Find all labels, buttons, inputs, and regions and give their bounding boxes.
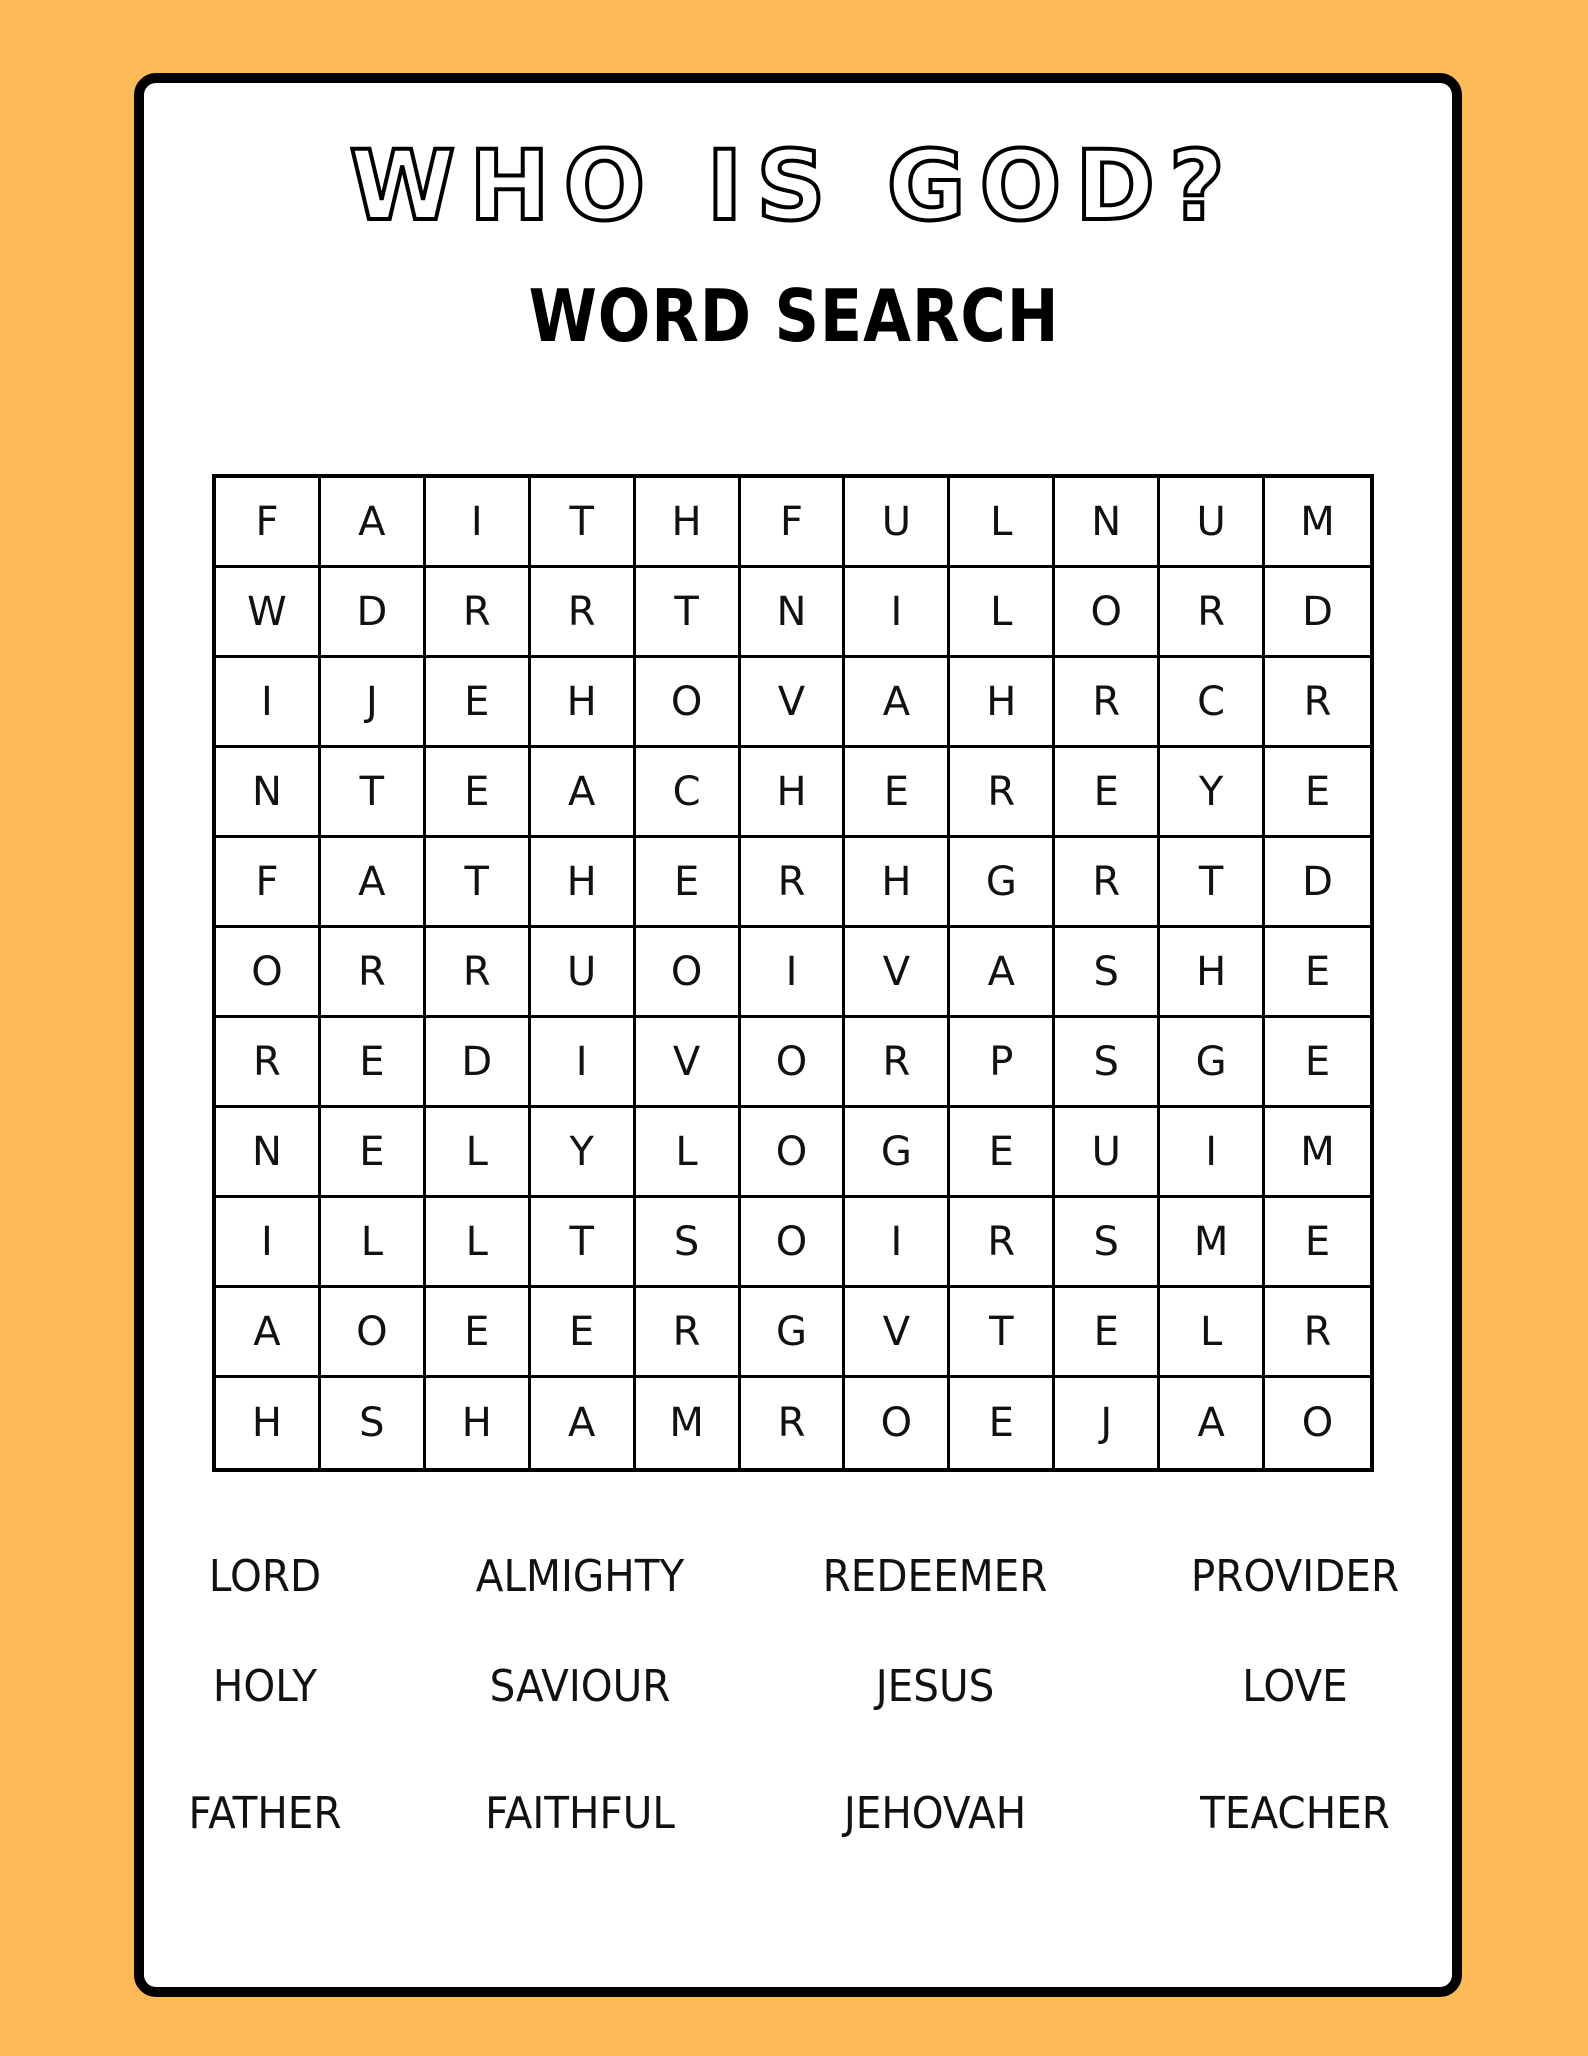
grid-cell[interactable]: A bbox=[321, 838, 426, 928]
grid-cell[interactable]: R bbox=[636, 1288, 741, 1378]
grid-cell[interactable]: D bbox=[321, 568, 426, 658]
grid-cell[interactable]: M bbox=[1265, 1108, 1370, 1198]
grid-cell[interactable]: O bbox=[741, 1108, 846, 1198]
grid-cell[interactable]: R bbox=[950, 1198, 1055, 1288]
grid-cell[interactable]: I bbox=[216, 1198, 321, 1288]
grid-cell[interactable]: T bbox=[636, 568, 741, 658]
grid-cell[interactable]: N bbox=[216, 1108, 321, 1198]
grid-cell[interactable]: E bbox=[426, 748, 531, 838]
word-list-item: ALMIGHTY bbox=[475, 1551, 685, 1602]
grid-cell[interactable]: A bbox=[845, 658, 950, 748]
grid-cell[interactable]: U bbox=[531, 928, 636, 1018]
word-list-item: TEACHER bbox=[1200, 1788, 1390, 1839]
grid-cell[interactable]: A bbox=[531, 748, 636, 838]
grid-cell[interactable]: L bbox=[321, 1198, 426, 1288]
grid-cell[interactable]: U bbox=[845, 478, 950, 568]
word-list-item: FAITHFUL bbox=[485, 1788, 675, 1839]
word-list-item: PROVIDER bbox=[1190, 1551, 1400, 1602]
grid-cell[interactable]: N bbox=[741, 568, 846, 658]
grid-cell[interactable]: R bbox=[321, 928, 426, 1018]
grid-cell[interactable]: O bbox=[636, 928, 741, 1018]
grid-cell[interactable]: O bbox=[1301, 1400, 1334, 1446]
grid-cell[interactable]: L bbox=[636, 1108, 741, 1198]
grid-cell[interactable]: H bbox=[216, 1378, 321, 1468]
word-list-item: JEHOVAH bbox=[843, 1788, 1027, 1839]
grid-cell[interactable]: E bbox=[321, 1018, 426, 1108]
grid-cell[interactable]: M bbox=[1160, 1198, 1265, 1288]
grid-cell[interactable]: R bbox=[426, 928, 531, 1018]
grid-cell[interactable]: F bbox=[216, 838, 321, 928]
grid-cell[interactable]: V bbox=[636, 1018, 741, 1108]
grid-cell[interactable]: V bbox=[741, 658, 846, 748]
grid-cell[interactable]: E bbox=[950, 1108, 1055, 1198]
grid-cell[interactable]: A bbox=[531, 1378, 636, 1468]
grid-cell[interactable]: R bbox=[531, 568, 636, 658]
grid-cell[interactable]: Y bbox=[1160, 748, 1265, 838]
grid-cell[interactable]: H bbox=[426, 1378, 531, 1468]
grid-cell[interactable]: R bbox=[426, 568, 531, 658]
grid-cell[interactable]: U bbox=[1055, 1108, 1160, 1198]
grid-cell[interactable]: A bbox=[216, 1288, 321, 1378]
grid-cell[interactable]: S bbox=[321, 1378, 426, 1468]
grid-cell[interactable]: S bbox=[1055, 928, 1160, 1018]
grid-cell[interactable]: M bbox=[636, 1378, 741, 1468]
grid-cell[interactable]: R bbox=[1265, 658, 1370, 748]
grid-cell[interactable]: I bbox=[845, 568, 950, 658]
grid-cell[interactable]: E bbox=[1055, 748, 1160, 838]
grid-cell[interactable]: E bbox=[426, 1288, 531, 1378]
grid-cell[interactable]: R bbox=[1265, 1288, 1370, 1378]
word-list-item: REDEEMER bbox=[822, 1551, 1048, 1602]
grid-cell[interactable]: I bbox=[426, 478, 531, 568]
page-subtitle: WORD SEARCH bbox=[528, 274, 1060, 358]
grid-cell[interactable]: H bbox=[636, 478, 741, 568]
grid-cell[interactable]: W bbox=[216, 568, 321, 658]
grid-cell[interactable]: E bbox=[1265, 1198, 1370, 1288]
grid-cell[interactable]: D bbox=[1265, 568, 1370, 658]
grid-cell[interactable]: Y bbox=[531, 1108, 636, 1198]
grid-cell[interactable]: L bbox=[426, 1108, 531, 1198]
grid-cell[interactable]: I bbox=[1160, 1108, 1265, 1198]
grid-cell[interactable]: V bbox=[845, 1288, 950, 1378]
grid-cell[interactable]: T bbox=[531, 478, 636, 568]
grid-cell[interactable]: A bbox=[1160, 1378, 1265, 1468]
grid-cell[interactable]: C bbox=[1160, 658, 1265, 748]
grid-cell[interactable]: H bbox=[531, 838, 636, 928]
grid-cell[interactable]: R bbox=[950, 748, 1055, 838]
grid-cell[interactable]: E bbox=[1265, 1018, 1370, 1108]
word-list-item: HOLY bbox=[212, 1661, 318, 1712]
word-list-item: FATHER bbox=[188, 1788, 342, 1839]
grid-cell[interactable]: O bbox=[1055, 568, 1160, 658]
grid-cell[interactable]: F bbox=[741, 478, 846, 568]
word-list-item: SAVIOUR bbox=[489, 1661, 671, 1712]
grid-cell[interactable]: E bbox=[531, 1288, 636, 1378]
grid-cell[interactable]: H bbox=[531, 658, 636, 748]
grid-cell[interactable]: J bbox=[321, 658, 426, 748]
grid-cell[interactable]: I bbox=[741, 928, 846, 1018]
grid-cell[interactable]: I bbox=[216, 658, 321, 748]
word-list-item: LORD bbox=[208, 1551, 322, 1602]
grid-cell[interactable]: O bbox=[845, 1378, 950, 1468]
grid-cell[interactable]: F bbox=[216, 478, 321, 568]
word-list-item: LOVE bbox=[1242, 1661, 1348, 1712]
grid-cell[interactable]: I bbox=[531, 1018, 636, 1108]
grid-cell[interactable]: E bbox=[1265, 928, 1370, 1018]
grid-cell[interactable]: P bbox=[950, 1018, 1055, 1108]
grid-cell[interactable]: R bbox=[1055, 658, 1160, 748]
grid-cell[interactable]: L bbox=[1160, 1288, 1265, 1378]
grid-cell[interactable]: C bbox=[636, 748, 741, 838]
grid-cell[interactable]: E bbox=[1265, 748, 1370, 838]
grid-cell[interactable]: S bbox=[636, 1198, 741, 1288]
grid-cell[interactable]: E bbox=[426, 658, 531, 748]
grid-cell[interactable]: E bbox=[1055, 1288, 1160, 1378]
grid-cell[interactable]: N bbox=[216, 748, 321, 838]
grid-cell[interactable]: E bbox=[321, 1108, 426, 1198]
grid-cell[interactable]: T bbox=[1160, 838, 1265, 928]
grid-cell[interactable]: R bbox=[1160, 568, 1265, 658]
grid-cell[interactable]: D bbox=[426, 1018, 531, 1108]
grid-cell[interactable]: R bbox=[216, 1018, 321, 1108]
page-title: WHO IS GOD? bbox=[349, 130, 1239, 242]
word-search-grid bbox=[212, 474, 1374, 1472]
grid-cell[interactable]: L bbox=[426, 1198, 531, 1288]
grid-cell[interactable]: E bbox=[845, 748, 950, 838]
grid-cell[interactable]: H bbox=[1160, 928, 1265, 1018]
grid-cell[interactable]: U bbox=[1160, 478, 1265, 568]
grid-cell[interactable]: O bbox=[741, 1018, 846, 1108]
grid-cell[interactable]: H bbox=[845, 838, 950, 928]
grid-cell[interactable]: R bbox=[1055, 838, 1160, 928]
grid-cell[interactable]: T bbox=[950, 1288, 1055, 1378]
grid-cell[interactable]: E bbox=[950, 1378, 1055, 1468]
grid-cell[interactable]: I bbox=[845, 1198, 950, 1288]
grid-cell[interactable]: T bbox=[426, 838, 531, 928]
grid-cell[interactable]: R bbox=[741, 1378, 846, 1468]
grid-cell[interactable]: V bbox=[845, 928, 950, 1018]
grid-cell[interactable]: G bbox=[845, 1108, 950, 1198]
grid-cell[interactable]: S bbox=[1055, 1198, 1160, 1288]
grid-cell[interactable]: O bbox=[216, 928, 321, 1018]
grid-cell[interactable]: O bbox=[321, 1288, 426, 1378]
grid-cell[interactable]: G bbox=[1160, 1018, 1265, 1108]
grid-cell[interactable]: A bbox=[321, 478, 426, 568]
grid-cell[interactable]: H bbox=[741, 748, 846, 838]
grid-cell[interactable]: L bbox=[950, 478, 1055, 568]
grid-cell[interactable]: R bbox=[741, 838, 846, 928]
grid-cell[interactable]: O bbox=[741, 1198, 846, 1288]
grid-cell[interactable]: S bbox=[1055, 1018, 1160, 1108]
grid-cell[interactable]: M bbox=[1265, 478, 1370, 568]
grid-cell[interactable]: T bbox=[321, 748, 426, 838]
grid-cell[interactable]: H bbox=[950, 658, 1055, 748]
grid-cell[interactable]: G bbox=[950, 838, 1055, 928]
grid-cell[interactable]: A bbox=[950, 928, 1055, 1018]
grid-cell[interactable]: L bbox=[950, 568, 1055, 658]
grid-cell[interactable]: D bbox=[1265, 838, 1370, 928]
grid-cell[interactable]: E bbox=[636, 838, 741, 928]
grid-cell[interactable]: R bbox=[845, 1018, 950, 1108]
grid-cell[interactable]: T bbox=[531, 1198, 636, 1288]
grid-cell[interactable]: J bbox=[1055, 1378, 1160, 1468]
grid-cell[interactable]: G bbox=[741, 1288, 846, 1378]
word-list-item: JESUS bbox=[875, 1661, 995, 1712]
grid-cell[interactable]: N bbox=[1055, 478, 1160, 568]
grid-cell[interactable]: O bbox=[636, 658, 741, 748]
